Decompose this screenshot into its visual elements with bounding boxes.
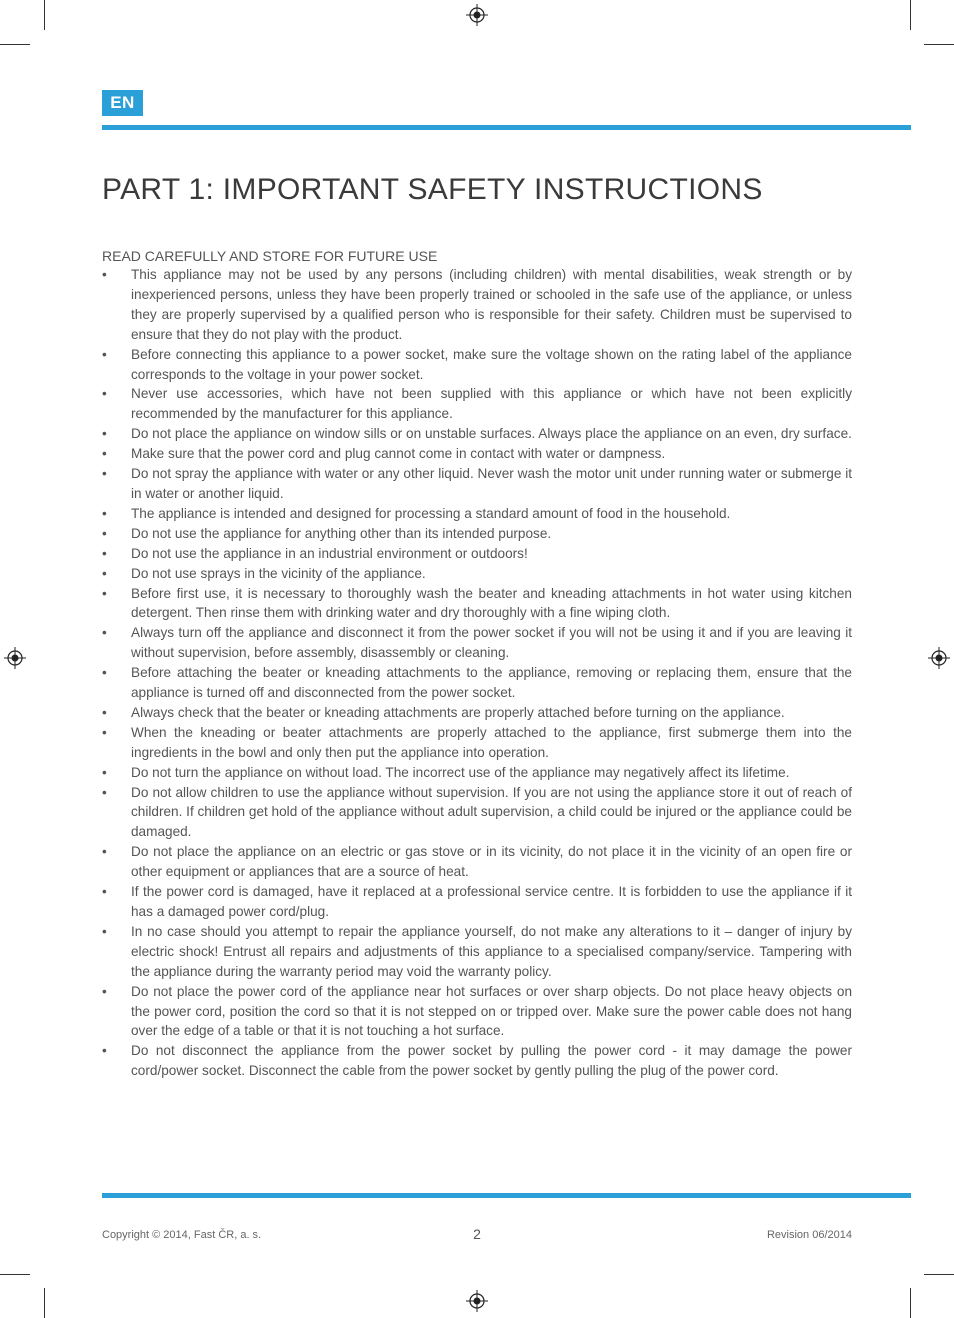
list-item bbox=[102, 623, 852, 663]
bullet-icon: • bbox=[102, 724, 107, 740]
bullet-icon: • bbox=[102, 1043, 107, 1059]
list-item bbox=[102, 564, 852, 584]
list-item bbox=[102, 504, 852, 524]
section-subtitle: READ CAREFULLY AND STORE FOR FUTURE USE bbox=[102, 248, 438, 264]
list-item bbox=[102, 384, 852, 424]
bullet-icon: • bbox=[102, 884, 107, 900]
list-item bbox=[102, 584, 852, 624]
page-title: PART 1: IMPORTANT SAFETY INSTRUCTIONS bbox=[102, 173, 763, 206]
bullet-icon: • bbox=[102, 267, 107, 282]
bullet-icon: • bbox=[102, 983, 107, 999]
list-item-text: Before attaching the beater or kneading attachments to the appliance, removing or replacing them, ensure that the appliance is turned off and disconnected from the power socket. bbox=[131, 665, 852, 701]
bullet-icon: • bbox=[102, 665, 107, 681]
bullet-icon: • bbox=[102, 426, 107, 442]
revision-text: Revision 06/2014 bbox=[766, 1229, 852, 1241]
bullet-icon: • bbox=[102, 346, 107, 362]
crop-mark bbox=[44, 0, 45, 30]
list-item-text: Do not spray the appliance with water or any other liquid. Never wash the motor unit under running water or submerge it in water or another liquid. bbox=[131, 466, 852, 501]
list-item-text: Before first use, it is necessary to thoroughly wash the beater and kneading attachments in hot water using kitchen detergent. Then rinse them with drinking water and dry thoroughly with a fine wiping cloth. bbox=[131, 585, 852, 621]
list-item-text: Do not use sprays in the vicinity of the appliance. bbox=[131, 565, 426, 581]
list-item bbox=[102, 265, 852, 345]
page-number: 2 bbox=[473, 1226, 481, 1242]
bullet-icon: • bbox=[102, 844, 107, 860]
bullet-icon: • bbox=[102, 525, 107, 541]
list-item-text: This appliance may not be used by any persons (including children) with mental disabilities, weak strength or by inexperienced persons, unless they have been properly trained or schooled in the safe use of the appliance, or unless they are properly supervised by a qualified person who is responsible for their safety. Children must be supervised to ensure that they do not play with the product. bbox=[131, 267, 852, 342]
list-item bbox=[102, 464, 852, 504]
list-item-text: Always check that the beater or kneading attachments are properly attached before turning on the appliance. bbox=[131, 704, 785, 720]
list-item-text: The appliance is intended and designed for processing a standard amount of food in the household. bbox=[131, 505, 731, 521]
registration-mark-icon bbox=[466, 1290, 488, 1312]
registration-mark-icon bbox=[4, 647, 26, 669]
list-item bbox=[102, 663, 852, 703]
registration-mark-icon bbox=[928, 647, 950, 669]
list-item bbox=[102, 544, 852, 564]
list-item bbox=[102, 783, 852, 843]
list-item bbox=[102, 982, 852, 1042]
list-item bbox=[102, 922, 852, 982]
list-item-text: Always turn off the appliance and disconnect it from the power socket if you will not be using it and if you are leaving it without supervision, before assembly, disassembly or cleaning. bbox=[131, 625, 852, 661]
list-item-text: Do not turn the appliance on without load. The incorrect use of the appliance may negatively affect its lifetime. bbox=[131, 764, 790, 780]
list-item bbox=[102, 444, 852, 464]
list-item bbox=[102, 723, 852, 763]
list-item bbox=[102, 1041, 852, 1081]
bullet-icon: • bbox=[102, 784, 107, 800]
language-badge: EN bbox=[102, 90, 143, 116]
list-item-text: Do not place the power cord of the appliance near hot surfaces or over sharp objects. Do not place heavy objects on the power cord, position the cord so that it is not stepped on or tripped over. Make sure the power cable does not hang over the edge of a table or that it is not touching a hot surface. bbox=[131, 983, 852, 1039]
list-item bbox=[102, 345, 852, 385]
list-item bbox=[102, 763, 852, 783]
list-item-text: Do not place the appliance on window sills or on unstable surfaces. Always place the appliance on an even, dry surface. bbox=[131, 426, 852, 442]
bullet-icon: • bbox=[102, 704, 107, 720]
bullet-icon: • bbox=[102, 545, 107, 561]
bullet-icon: • bbox=[102, 764, 107, 780]
copyright-text: Copyright © 2014, Fast ČR, a. s. bbox=[102, 1229, 262, 1241]
list-item-text: Do not allow children to use the appliance without supervision. If you are not using the appliance store it out of reach of children. If children get hold of the appliance without adult supervision, a child could be injured or the appliance could be damaged. bbox=[131, 784, 852, 840]
crop-mark bbox=[910, 1288, 911, 1318]
list-item-text: Do not place the appliance on an electric or gas stove or in its vicinity, do not place it in the vicinity of an open fire or other equipment or appliances that are a source of heat. bbox=[131, 844, 852, 880]
list-item-text: Before connecting this appliance to a power socket, make sure the voltage shown on the rating label of the appliance corresponds to the voltage in your power socket. bbox=[131, 346, 852, 382]
list-item bbox=[102, 703, 852, 723]
bullet-icon: • bbox=[102, 505, 107, 521]
safety-instructions-list bbox=[102, 265, 852, 1081]
list-item-text: Do not disconnect the appliance from the power socket by pulling the power cord - it may damage the power cord/power socket. Disconnect the cable from the power socket by gently pulling the plug of the power cord. bbox=[131, 1043, 852, 1079]
list-item bbox=[102, 524, 852, 544]
list-item-text: In no case should you attempt to repair the appliance yourself, do not make any alterations to it – danger of injury by electric shock! Entrust all repairs and adjustments of this appliance to a specialised company/service. Tampering with the appliance during the warranty period may void the warranty policy. bbox=[131, 923, 852, 979]
crop-mark bbox=[924, 1274, 954, 1275]
registration-mark-icon bbox=[466, 4, 488, 26]
crop-mark bbox=[0, 1274, 30, 1275]
list-item-text: Do not use the appliance for anything other than its intended purpose. bbox=[131, 525, 552, 541]
footer-divider bbox=[102, 1193, 911, 1198]
crop-mark bbox=[0, 44, 30, 45]
list-item-text: If the power cord is damaged, have it replaced at a professional service centre. It is forbidden to use the appliance if it has a damaged power cord/plug. bbox=[131, 884, 852, 919]
bullet-icon: • bbox=[102, 923, 107, 939]
bullet-icon: • bbox=[102, 625, 107, 641]
bullet-icon: • bbox=[102, 446, 107, 462]
list-item-text: When the kneading or beater attachments are properly attached to the appliance, first submerge them into the ingredients in the bowl and only then put the appliance into operation. bbox=[131, 724, 852, 760]
list-item-text: Never use accessories, which have not been supplied with this appliance or which have not been explicitly recommended by the manufacturer for this appliance. bbox=[131, 386, 852, 422]
list-item-text: Do not use the appliance in an industrial environment or outdoors! bbox=[131, 545, 528, 561]
bullet-icon: • bbox=[102, 466, 107, 482]
list-item bbox=[102, 424, 852, 444]
header-divider bbox=[102, 125, 911, 130]
bullet-icon: • bbox=[102, 585, 107, 601]
crop-mark bbox=[910, 0, 911, 30]
crop-mark bbox=[924, 44, 954, 45]
bullet-icon: • bbox=[102, 565, 107, 581]
bullet-icon: • bbox=[102, 386, 107, 402]
list-item-text: Make sure that the power cord and plug cannot come in contact with water or dampness. bbox=[131, 446, 666, 462]
list-item bbox=[102, 842, 852, 882]
crop-mark bbox=[44, 1288, 45, 1318]
list-item bbox=[102, 882, 852, 922]
